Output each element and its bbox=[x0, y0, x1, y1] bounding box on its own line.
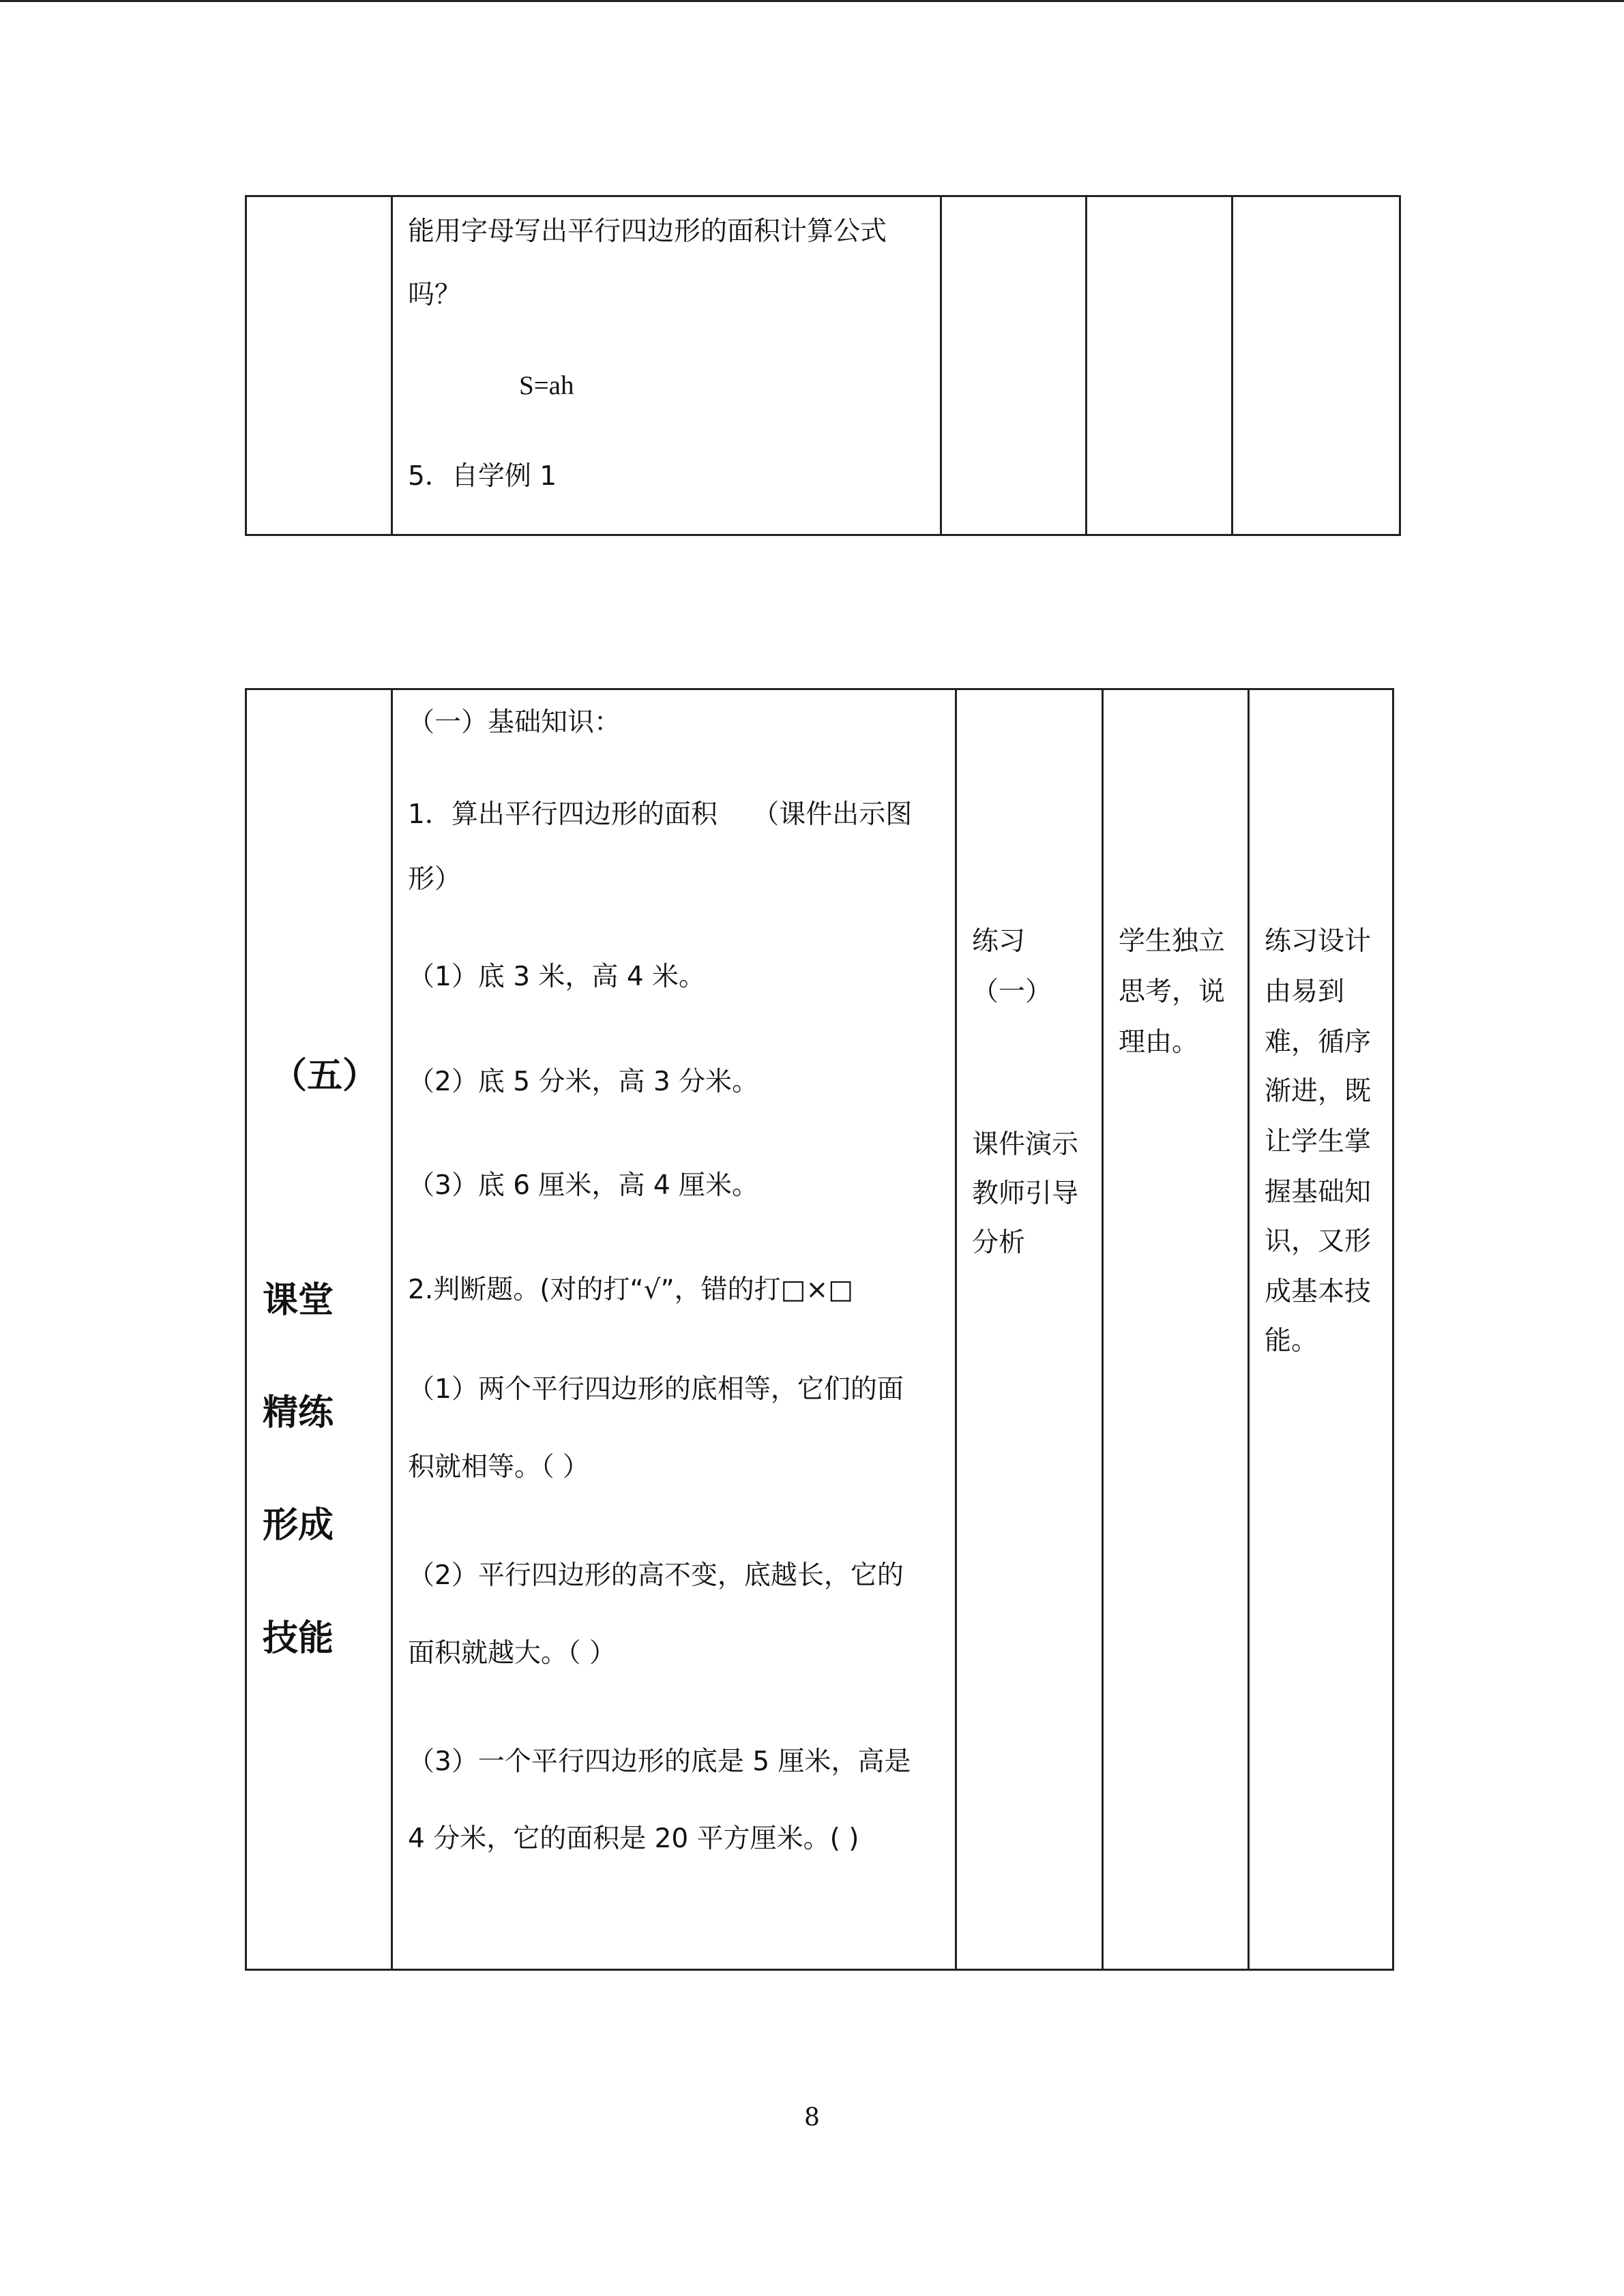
section-title-line: 精练 bbox=[263, 1392, 334, 1433]
design-intent: 让学生掌 bbox=[1265, 1127, 1372, 1157]
design-intent: 渐进，既 bbox=[1265, 1076, 1372, 1107]
judge-item-1: （1）两个平行四边形的底相等，它们的面 bbox=[408, 1374, 904, 1405]
activity-label: 分析 bbox=[972, 1227, 1026, 1258]
design-intent: 握基础知 bbox=[1265, 1177, 1372, 1208]
self-study-item: 5．自学例 1 bbox=[408, 461, 557, 492]
judge-item-3-cont: 4 分米，它的面积是 20 平方厘米。( ) bbox=[408, 1823, 859, 1854]
section-title-line: 技能 bbox=[263, 1618, 334, 1659]
col-divider bbox=[1085, 197, 1087, 534]
design-intent: 识，又形 bbox=[1265, 1226, 1372, 1257]
col-divider bbox=[940, 197, 942, 534]
student-activity: 学生独立 bbox=[1119, 926, 1226, 957]
student-activity: 思考，说 bbox=[1119, 976, 1226, 1007]
section-title-line: 课堂 bbox=[263, 1280, 334, 1321]
question-1-item: （1）底 3 米，高 4 米。 bbox=[408, 961, 706, 992]
question-2-title: 2.判断题。(对的打“√”，错的打□×□ bbox=[408, 1274, 854, 1305]
question-1: 1．算出平行四边形的面积 （课件出示图 bbox=[408, 799, 913, 830]
judge-item-2-cont: 面积就越大。（ ） bbox=[408, 1638, 616, 1669]
activity-label: 练习 bbox=[972, 926, 1026, 957]
design-intent: 由易到 bbox=[1265, 976, 1345, 1007]
question-1-item: （3）底 6 厘米，高 4 厘米。 bbox=[408, 1170, 759, 1201]
design-intent: 练习设计 bbox=[1265, 926, 1372, 957]
activity-label: 教师引导 bbox=[972, 1178, 1079, 1209]
col-divider bbox=[1231, 197, 1233, 534]
top-border bbox=[0, 0, 1624, 2]
design-intent: 难，循序 bbox=[1265, 1027, 1372, 1058]
practice-table bbox=[245, 688, 1394, 1971]
judge-item-2: （2）平行四边形的高不变，底越长，它的 bbox=[408, 1560, 904, 1591]
formula-question-cont: 吗？ bbox=[408, 280, 462, 310]
activity-label: 课件演示 bbox=[972, 1129, 1079, 1160]
col-divider bbox=[955, 690, 957, 1969]
judge-item-1-cont: 积就相等。（ ） bbox=[408, 1452, 589, 1482]
activity-label: （一） bbox=[972, 976, 1052, 1007]
col-divider bbox=[391, 690, 393, 1969]
col-divider bbox=[391, 197, 393, 534]
page-number: 8 bbox=[804, 2104, 820, 2132]
section-title-line: 形成 bbox=[263, 1505, 334, 1546]
student-activity: 理由。 bbox=[1119, 1027, 1199, 1058]
section-number: （五） bbox=[271, 1056, 379, 1097]
table-continued bbox=[245, 195, 1401, 536]
design-intent: 成基本技 bbox=[1265, 1277, 1372, 1307]
judge-item-3: （3）一个平行四边形的底是 5 厘米，高是 bbox=[408, 1746, 911, 1777]
area-formula: S=ah bbox=[519, 371, 574, 400]
question-1-item: （2）底 5 分米，高 3 分米。 bbox=[408, 1067, 759, 1097]
col-divider bbox=[1247, 690, 1250, 1969]
question-1-cont: 形） bbox=[408, 864, 462, 895]
design-intent: 能。 bbox=[1265, 1326, 1318, 1356]
basic-knowledge-heading: （一）基础知识： bbox=[408, 707, 621, 738]
col-divider bbox=[1102, 690, 1104, 1969]
formula-question: 能用字母写出平行四边形的面积计算公式 bbox=[408, 216, 887, 247]
